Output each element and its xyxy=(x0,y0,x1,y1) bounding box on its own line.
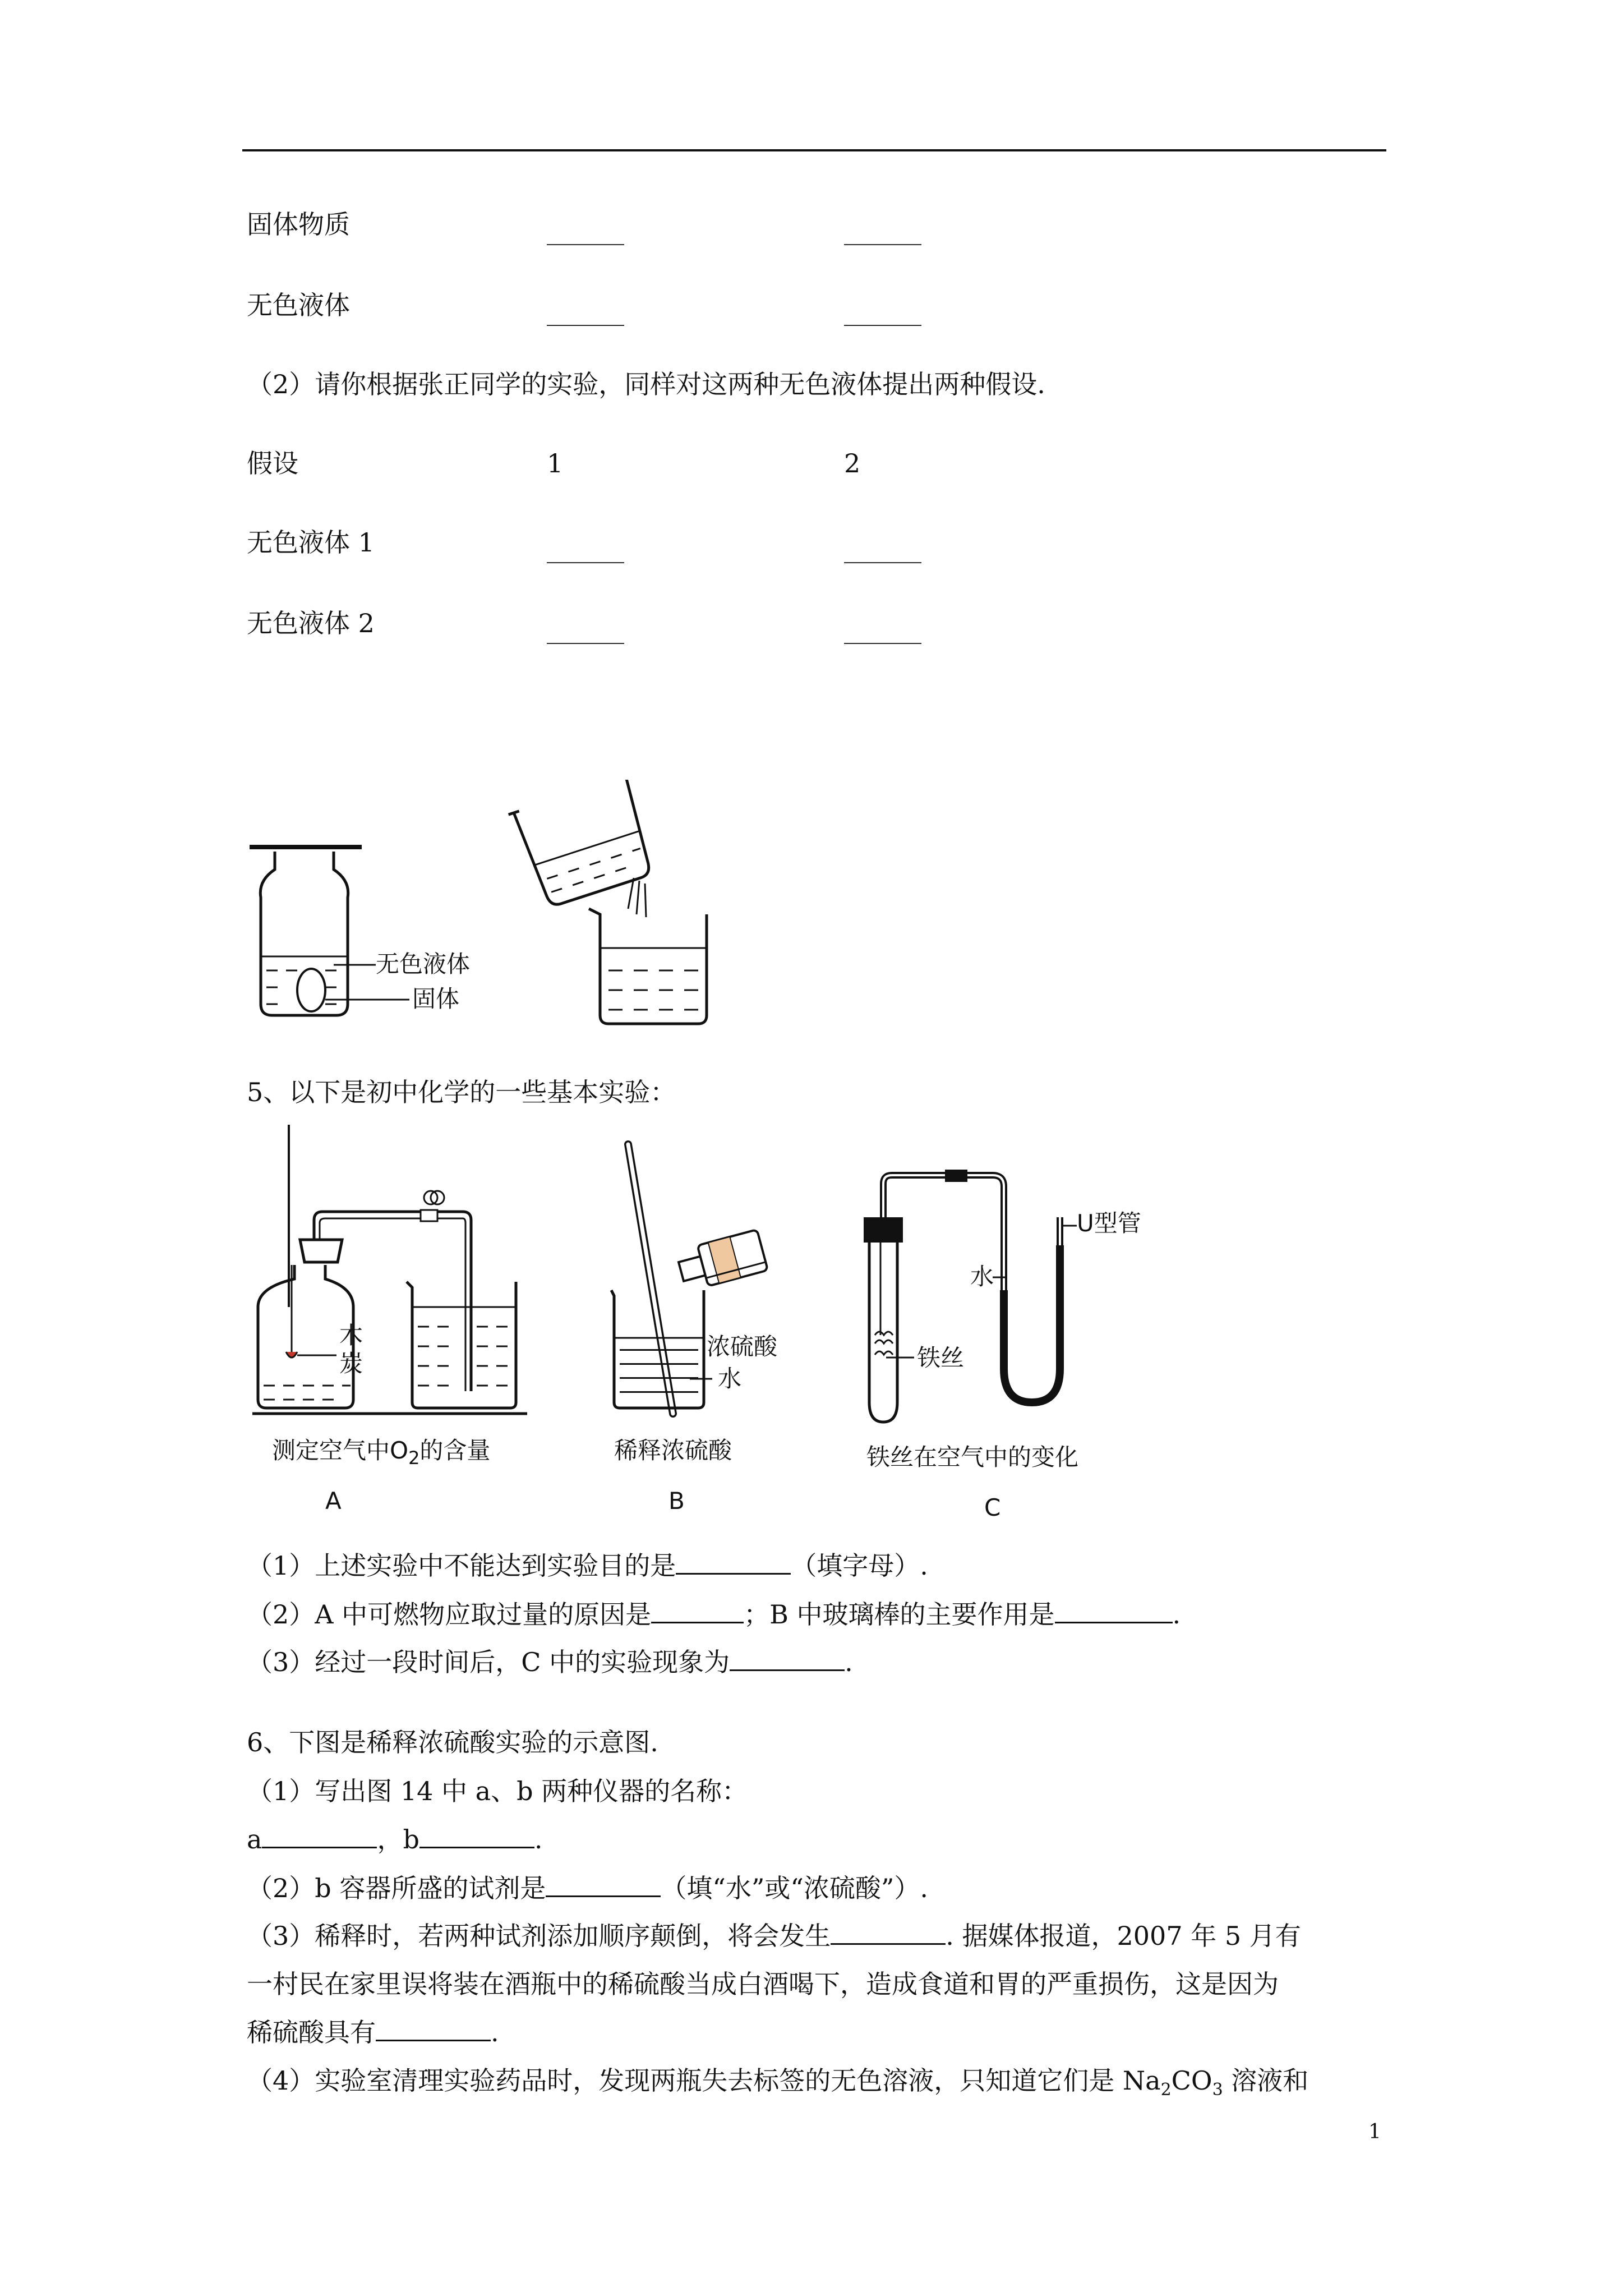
label-u-tube: U型管 xyxy=(1077,1209,1141,1237)
header-rule xyxy=(242,149,1386,151)
q6-line-6 xyxy=(247,2015,499,2049)
answer-blank[interactable] xyxy=(1055,1597,1173,1623)
q6-line-3 xyxy=(247,1871,928,1905)
subscript: 3 xyxy=(1212,2080,1223,2100)
label-colorless-liquid: 无色液体 xyxy=(376,950,471,978)
row-blank-2: ______ xyxy=(844,533,921,563)
row-label-liquid-2: 无色液体 2 xyxy=(247,608,375,638)
q5-l2-mid: ；B 中玻璃棒的主要作用是 xyxy=(744,1599,1055,1630)
q6-l7-text: （4）实验室清理实验药品时，发现两瓶失去标签的无色溶液，只知道它们是 Na xyxy=(247,2065,1161,2096)
answer-blank[interactable] xyxy=(676,1548,791,1575)
q5-line-1 xyxy=(247,1548,928,1582)
answer-blank[interactable] xyxy=(376,2015,491,2041)
hypothesis-col-2: 2 xyxy=(844,448,861,478)
row-label-solid: 固体物质 xyxy=(247,209,350,240)
question-5-title: 5、以下是初中化学的一些基本实验： xyxy=(247,1077,676,1107)
q6-l2-tail: . xyxy=(534,1824,543,1855)
q5-l3-tail: . xyxy=(845,1647,853,1677)
svg-text:测定空气中O2的含量 xyxy=(272,1437,490,1469)
q6-line-2 xyxy=(247,1822,543,1856)
answer-blank[interactable] xyxy=(419,1822,534,1848)
label-water-c: 水 xyxy=(970,1263,994,1290)
caption-b: 稀释浓硫酸 xyxy=(614,1437,732,1464)
q5-l2-text: （2）A 中可燃物应取过量的原因是 xyxy=(247,1599,652,1630)
q6-l6-text: 稀硫酸具有 xyxy=(247,2017,376,2047)
letter-b: B xyxy=(668,1487,685,1515)
label-solid: 固体 xyxy=(412,985,460,1013)
q5-l3-text: （3）经过一段时间后，C 中的实验现象为 xyxy=(247,1647,730,1677)
caption-a-end: 的含量 xyxy=(419,1437,491,1464)
row-blank-1: ______ xyxy=(547,215,624,245)
row-blank-1: ______ xyxy=(547,533,624,563)
apparatus-a xyxy=(252,1125,527,1515)
label-charcoal-1: 木 xyxy=(339,1322,363,1349)
apparatus-c xyxy=(864,1170,1141,1521)
answer-blank[interactable] xyxy=(262,1822,377,1848)
label-conc-sulfuric-acid: 浓硫酸 xyxy=(707,1333,778,1360)
answer-blank[interactable] xyxy=(546,1871,661,1897)
hypothesis-col-1: 1 xyxy=(547,448,564,478)
label-iron-wire: 铁丝 xyxy=(917,1344,965,1372)
q6-l4-text: （3）稀释时，若两种试剂添加顺序颠倒，将会发生 xyxy=(247,1921,831,1951)
question-2-text: （2）请你根据张正同学的实验，同样对这两种无色液体提出两种假设. xyxy=(247,369,1045,399)
subscript: 2 xyxy=(1160,2080,1172,2100)
apparatus-b xyxy=(611,1144,778,1515)
q5-line-3 xyxy=(247,1645,853,1679)
q6-line-1: （1）写出图 14 中 a、b 两种仪器的名称： xyxy=(247,1776,748,1806)
q6-l6-tail: . xyxy=(491,2017,499,2047)
letter-c: C xyxy=(984,1494,1001,1521)
q5-l1-text: （1）上述实验中不能达到实验目的是 xyxy=(247,1550,676,1581)
row-label-liquid: 无色液体 xyxy=(247,290,350,320)
row-blank-2: ______ xyxy=(844,614,921,644)
q6-l7-mid: CO xyxy=(1171,2065,1212,2096)
q6-l4-tail: . 据媒体报道，2007 年 5 月有 xyxy=(946,1921,1301,1951)
figure-experiments-abc xyxy=(241,1122,1223,1537)
answer-blank[interactable] xyxy=(730,1645,845,1671)
hypothesis-header: 假设 xyxy=(247,448,298,478)
page-number: 1 xyxy=(1368,2120,1381,2143)
q6-a-label: a xyxy=(247,1824,262,1855)
caption-c: 铁丝在空气中的变化 xyxy=(866,1443,1079,1471)
label-water: 水 xyxy=(718,1365,742,1392)
q5-line-2 xyxy=(247,1597,1181,1631)
row-blank-1: ______ xyxy=(547,614,624,644)
q6-line-5: 一村民在家里误将装在酒瓶中的稀硫酸当成白酒喝下，造成食道和胃的严重损伤，这是因为 xyxy=(247,1969,1279,1999)
question-6-title: 6、下图是稀释浓硫酸实验的示意图. xyxy=(247,1727,658,1757)
row-blank-2: ______ xyxy=(844,215,921,245)
q6-line-7 xyxy=(247,2064,1308,2107)
row-label-liquid-1: 无色液体 1 xyxy=(247,527,375,558)
q5-l1-tail: （填字母）. xyxy=(791,1550,928,1581)
caption-a: 测定空气中O xyxy=(272,1437,409,1464)
q6-l3-text: （2）b 容器所盛的试剂是 xyxy=(247,1873,546,1903)
q6-line-4 xyxy=(247,1918,1301,1953)
caption-a-subscript: 2 xyxy=(408,1447,420,1469)
q6-l7-tail: 溶液和 xyxy=(1223,2065,1309,2096)
row-blank-1: ______ xyxy=(547,296,624,326)
answer-blank[interactable] xyxy=(651,1597,744,1623)
letter-a: A xyxy=(325,1487,342,1515)
row-blank-2: ______ xyxy=(844,296,921,326)
q6-l3-tail: （填“水”或“浓硫酸”）. xyxy=(661,1873,929,1903)
q5-l2-tail: . xyxy=(1172,1599,1181,1630)
figure-bottle-beakers xyxy=(241,780,757,1032)
label-charcoal-2: 炭 xyxy=(339,1350,363,1377)
q6-b-label: ，b xyxy=(377,1824,419,1855)
answer-blank[interactable] xyxy=(831,1918,946,1945)
